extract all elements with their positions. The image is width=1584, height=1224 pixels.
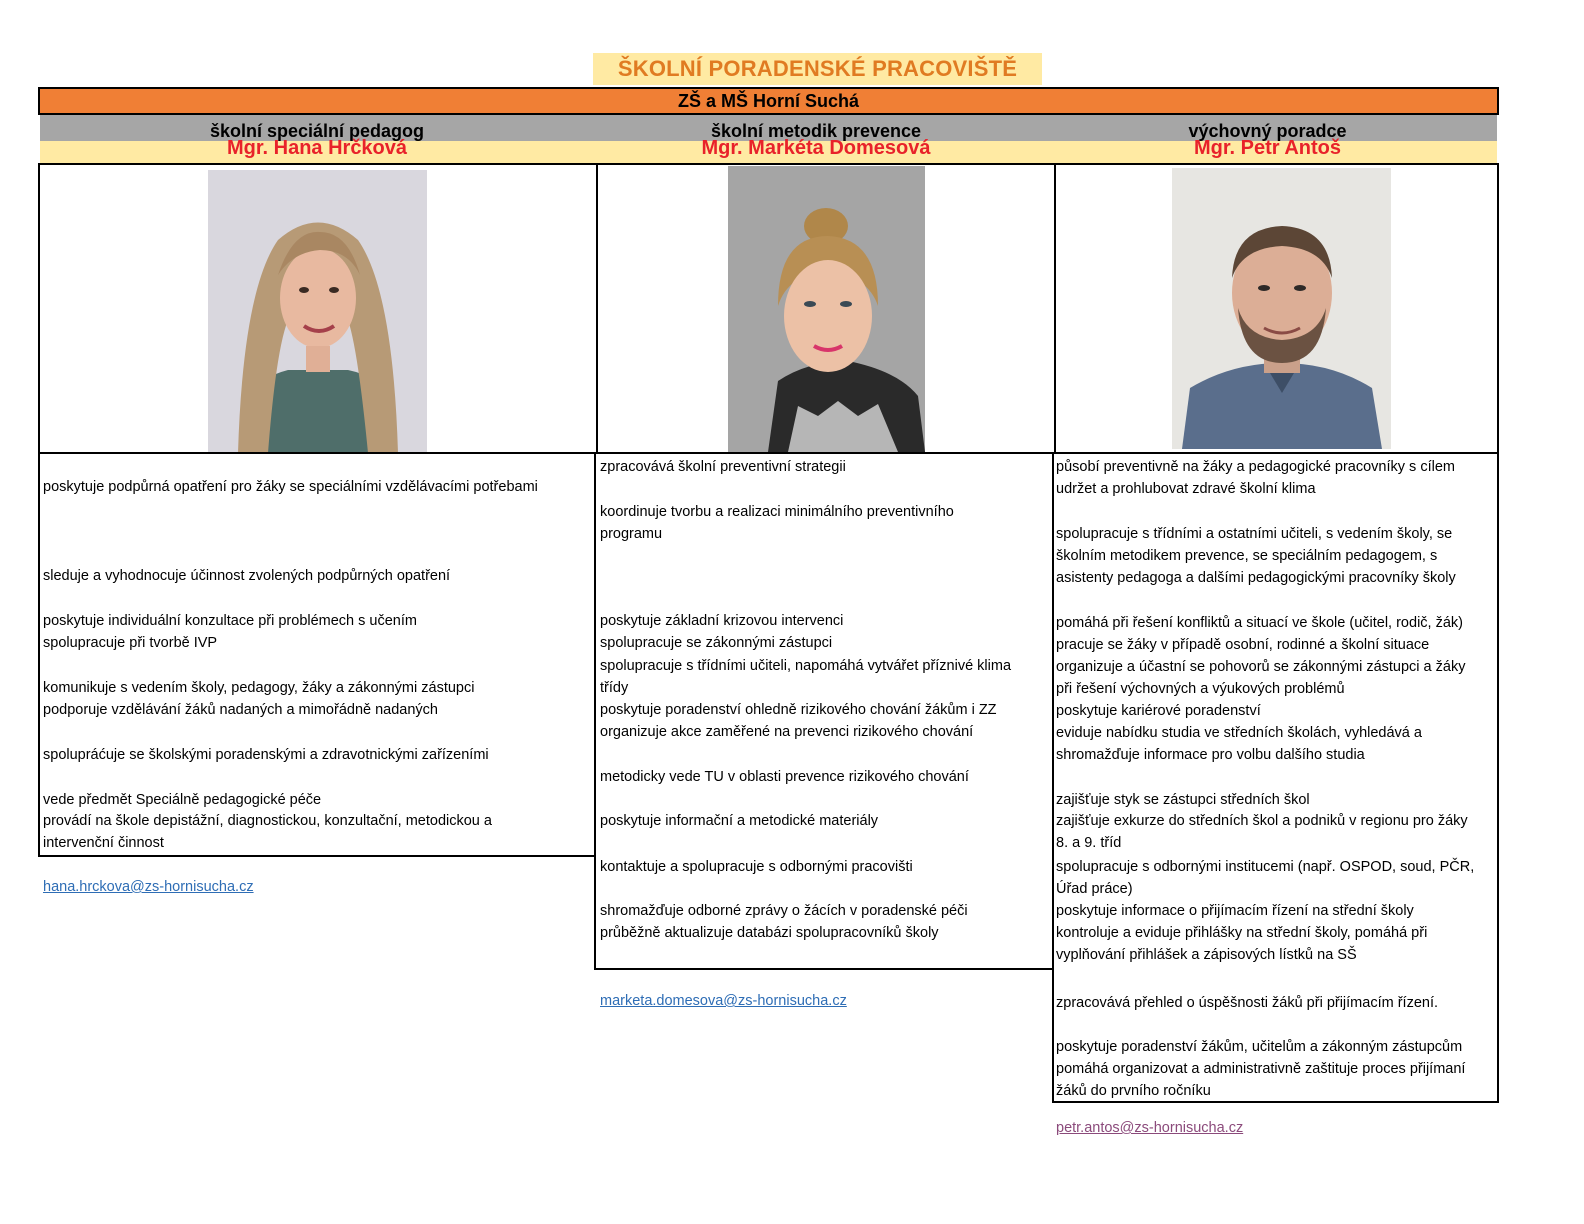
duty-item: provádí na škole depistážní, diagnostickou, konzultační, metodickou a	[43, 813, 492, 829]
duty-item: zpracovává přehled o úspěšnosti žáků při přijímacím řízení.	[1056, 995, 1439, 1011]
duty-item: eviduje nabídku studia ve středních školách, vyhledává a	[1056, 725, 1422, 741]
email-link-hana[interactable]: hana.hrckova@zs-hornisucha.cz	[43, 879, 254, 895]
name-col-3: Mgr. Petr Antoš	[1193, 136, 1342, 159]
photo-petr-antos	[1172, 168, 1391, 449]
duty-item: průběžně aktualizuje databázi spolupracovníků školy	[600, 925, 939, 941]
duty-item: spolupracuje s odbornými institucemi (např. OSPOD, soud, PČR,	[1056, 859, 1475, 875]
column-divider	[1054, 165, 1056, 452]
duty-item: sleduje a vyhodnocuje účinnost zvolených podpůrných opatření	[43, 568, 451, 584]
duty-item: kontroluje a eviduje přihlášky na střední školy, pomáhá při	[1056, 925, 1428, 941]
duty-item: pomáhá při řešení konfliktů a situací ve škole (učitel, rodič, žák)	[1056, 615, 1463, 631]
duty-item: spolupracuje s třídními učiteli, napomáhá vytvářet příznivé klima	[600, 658, 1012, 674]
duty-item: asistenty pedagoga a dalšími pedagogickými pracovníky školy	[1056, 570, 1456, 586]
duty-item: 8. a 9. tříd	[1056, 835, 1122, 851]
role-col-3: výchovný poradce	[1188, 120, 1347, 141]
duty-item: spolupracuje s třídními a ostatními učiteli, s vedením školy, se	[1056, 526, 1453, 542]
duty-item: podporuje vzdělávání žáků nadaných a mimořádně nadaných	[43, 702, 438, 718]
photo-marketa-domesova	[728, 166, 925, 452]
duty-item: udržet a prohlubovat zdravé školní klima	[1056, 481, 1316, 497]
duty-item: při řešení výchovných a výukových problémů	[1056, 681, 1345, 697]
duty-item: organizuje a účastní se pohovorů se zákonnými zástupci a žáky	[1056, 659, 1466, 675]
duty-item: poskytuje informace o přijímacím řízení na střední školy	[1056, 903, 1414, 919]
duty-item: poskytuje individuální konzultace při problémech s učením	[43, 613, 417, 629]
duty-item: poskytuje podpůrná opatření pro žáky se speciálními vzdělávacími potřebami	[43, 479, 538, 495]
duty-item: školním metodikem prevence, se speciálním pedagogem, s	[1056, 548, 1438, 564]
duty-item: poskytuje poradenství žákům, učitelům a zákonným zástupcům	[1056, 1039, 1463, 1055]
duty-item: shromažďuje informace pro volbu dalšího studia	[1056, 747, 1365, 763]
duty-item: poskytuje základní krizovou intervenci	[600, 613, 844, 629]
duty-item: poskytuje kariérové poradenství	[1056, 703, 1261, 719]
name-col-1: Mgr. Hana Hrčková	[226, 136, 408, 159]
duty-item: působí preventivně na žáky a pedagogické pracovníky s cílem	[1056, 459, 1455, 475]
email-link-marketa[interactable]: marketa.domesova@zs-hornisucha.cz	[600, 993, 847, 1009]
duty-item: spolupracuje při tvorbě IVP	[43, 635, 218, 651]
duty-item: žáků do prvního ročníku	[1056, 1083, 1211, 1099]
duty-item: organizuje akce zaměřené na prevenci rizikového chování	[600, 724, 974, 740]
school-name-bar	[38, 87, 1499, 115]
duty-item: shromažďuje odborné zprávy o žácích v poradenské péči	[600, 903, 968, 919]
duty-item: intervenční činnost	[43, 835, 164, 851]
school-name: ZŠ a MŠ Horní Suchá	[677, 90, 860, 111]
duty-item: poskytuje informační a metodické materiály	[600, 813, 879, 829]
photo-hana-hrckova	[208, 170, 427, 453]
role-col-2: školní metodik prevence	[710, 120, 922, 141]
duty-item: třídy	[600, 680, 629, 696]
duty-item: kontaktuje a spolupracuje s odbornými pracovišti	[600, 859, 913, 875]
duty-item: vyplňování přihlášek a zápisových lístků na SŠ	[1056, 947, 1357, 963]
names-bar	[40, 136, 1497, 163]
duty-item: spolupracuje se zákonnými zástupci	[600, 635, 833, 651]
email-link-petr[interactable]: petr.antos@zs-hornisucha.cz	[1056, 1120, 1244, 1136]
column-divider	[596, 165, 598, 452]
duty-item: programu	[600, 526, 663, 542]
duty-item: Úřad práce)	[1056, 881, 1133, 897]
duty-item: metodicky vede TU v oblasti prevence rizikového chování	[600, 769, 969, 785]
duty-item: zajišťuje exkurze do středních škol a podniků v regionu pro žáky	[1056, 813, 1468, 829]
role-col-1: školní speciální pedagog	[209, 120, 425, 141]
duty-item: pracuje se žáky v případě osobní, rodinné a školní situace	[1056, 637, 1430, 653]
duty-item: zpracovává školní preventivní strategii	[600, 459, 846, 475]
duty-item: poskytuje poradenství ohledně rizikového chování žákům i ZZ	[600, 702, 997, 718]
page-title: ŠKOLNÍ PORADENSKÉ PRACOVIŠTĚ	[593, 53, 1042, 85]
duty-item: komunikuje s vedením školy, pedagogy, žáky a zákonnými zástupci	[43, 680, 475, 696]
duty-item: spolupráćuje se školskými poradenskými a zdravotnickými zařízeními	[43, 747, 489, 763]
name-col-2: Mgr. Markéta Domesová	[701, 136, 931, 159]
duty-item: pomáhá organizovat a administrativně zaštituje proces přijímaní	[1056, 1061, 1466, 1077]
duty-item: koordinuje tvorbu a realizaci minimálního preventivního	[600, 504, 954, 520]
duty-item: vede předmět Speciálně pedagogické péče	[43, 792, 322, 808]
duty-item: zajišťuje styk se zástupci středních škol	[1056, 792, 1310, 808]
